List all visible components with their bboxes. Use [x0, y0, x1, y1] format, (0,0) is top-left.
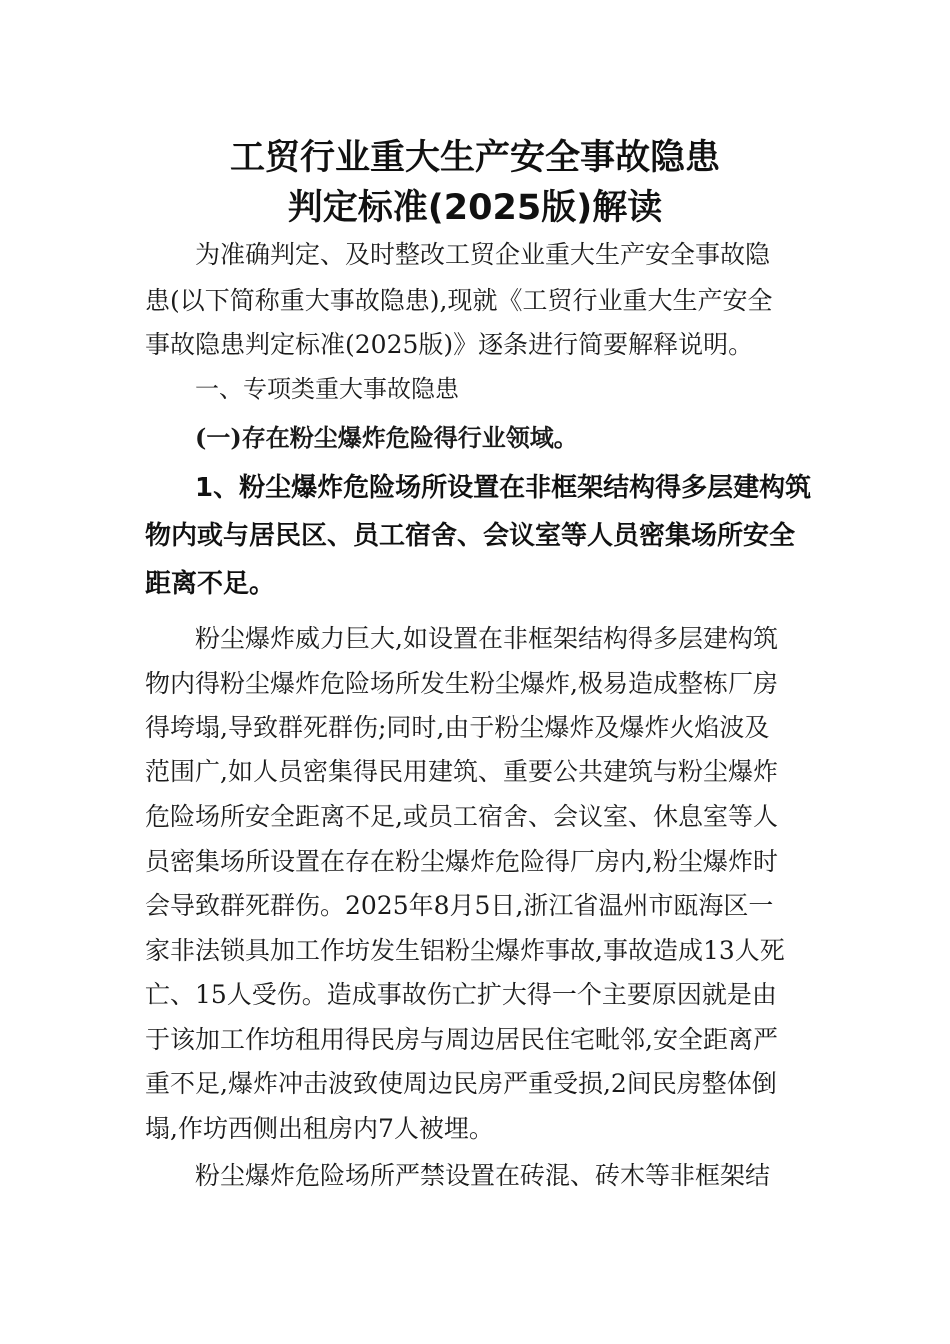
body-line: 粉尘爆炸威力巨大,如设置在非框架结构得多层建构筑 — [195, 624, 778, 653]
body-line: 粉尘爆炸危险场所严禁设置在砖混、砖木等非框架结 — [195, 1161, 771, 1190]
item-line: 1、粉尘爆炸危险场所设置在非框架结构得多层建构筑 — [195, 473, 812, 503]
subsection-heading: (一)存在粉尘爆炸危险得行业领域。 — [195, 423, 578, 452]
section-heading: 一、专项类重大事故隐患 — [195, 375, 459, 403]
body-line: 员密集场所设置在存在粉尘爆炸危险得厂房内,粉尘爆炸时 — [145, 847, 778, 876]
body-line: 塌,作坊西侧出租房内7人被埋。 — [145, 1114, 494, 1143]
body-line: 亡、15人受伤。造成事故伤亡扩大得一个主要原因就是由 — [145, 980, 777, 1009]
body-line: 于该加工作坊租用得民房与周边居民住宅毗邻,安全距离严 — [145, 1025, 778, 1054]
body-line: 得垮塌,导致群死群伤;同时,由于粉尘爆炸及爆炸火焰波及 — [145, 713, 770, 742]
body-line: 范围广,如人员密集得民用建筑、重要公共建筑与粉尘爆炸 — [145, 757, 778, 786]
body-line: 重不足,爆炸冲击波致使周边民房严重受损,2间民房整体倒 — [145, 1069, 777, 1098]
body-line: 物内得粉尘爆炸危险场所发生粉尘爆炸,极易造成整栋厂房 — [145, 669, 778, 698]
intro-line: 患(以下简称重大事故隐患),现就《工贸行业重大生产安全 — [145, 286, 773, 315]
body-line: 会导致群死群伤。2025年8月5日,浙江省温州市瓯海区一 — [145, 891, 774, 920]
intro-line: 为准确判定、及时整改工贸企业重大生产安全事故隐 — [195, 240, 771, 269]
body-line: 家非法锁具加工作坊发生铝粉尘爆炸事故,事故造成13人死 — [145, 936, 785, 965]
document-title-line-2: 判定标准(2025版)解读 — [287, 188, 663, 228]
body-line: 危险场所安全距离不足,或员工宿舍、会议室、休息室等人 — [145, 802, 778, 831]
intro-line: 事故隐患判定标准(2025版)》逐条进行简要解释说明。 — [145, 330, 754, 359]
item-line: 物内或与居民区、员工宿舍、会议室等人员密集场所安全 — [145, 521, 796, 551]
document-title-line-1: 工贸行业重大生产安全事故隐患 — [229, 138, 720, 178]
item-line: 距离不足。 — [145, 569, 276, 599]
